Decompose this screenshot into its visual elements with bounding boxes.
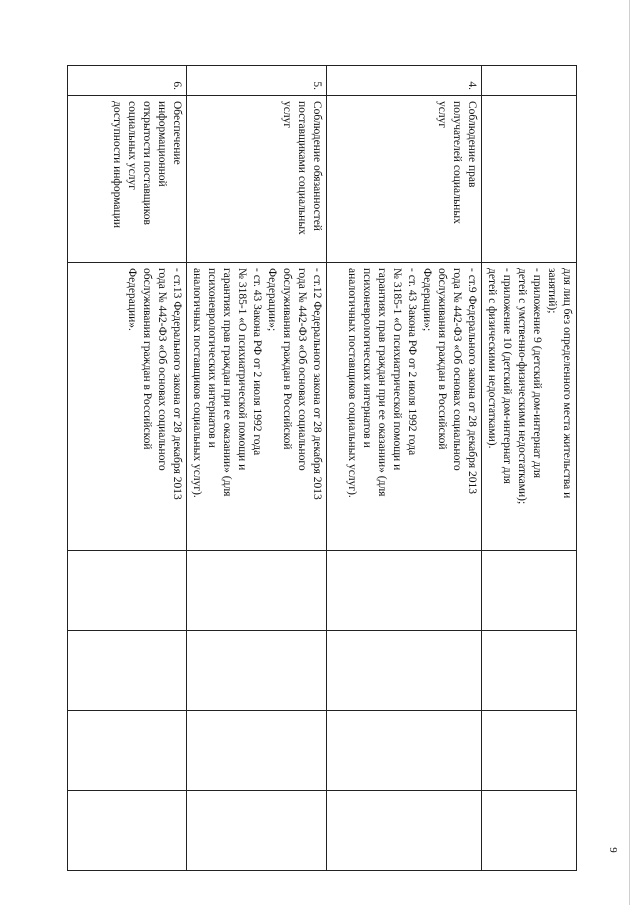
legal-basis: - ст.9 Федерального закона от 28 декабря 2013 года № 442-ФЗ «Об основах социального обслуживания граждан в Российской Федерации»; - ст. 43 Закона РФ от 2 июля 1992 года № 3185-1 «О психиатрической помощи и гарантиях прав граждан при ее оказании» (для психоневрологических интернатов и аналогичных поставщиков социальных услуг). bbox=[327, 263, 482, 551]
requirements-table bbox=[67, 65, 577, 871]
requirement-name: Соблюдение обязанностей поставщиками социальных услуг bbox=[187, 96, 327, 263]
empty-cell bbox=[327, 711, 482, 791]
empty-cell bbox=[482, 791, 577, 871]
legal-basis: - ст.13 Федерального закона от 28 декабря 2013 года № 442-ФЗ «Об основах социального обслуживания граждан в Российской Федерации». bbox=[68, 263, 187, 551]
empty-cell bbox=[187, 631, 327, 711]
row-number: 4. bbox=[327, 66, 482, 96]
rotated-table-container bbox=[77, 65, 577, 870]
requirement-name bbox=[482, 96, 577, 263]
empty-cell bbox=[482, 711, 577, 791]
empty-cell bbox=[327, 791, 482, 871]
table-row bbox=[68, 66, 187, 871]
requirement-name: Соблюдение прав получателей социальных услуг bbox=[327, 96, 482, 263]
empty-cell bbox=[482, 631, 577, 711]
empty-cell bbox=[68, 711, 187, 791]
row-number bbox=[482, 66, 577, 96]
empty-cell bbox=[187, 551, 327, 631]
empty-cell bbox=[68, 631, 187, 711]
table-row bbox=[187, 66, 327, 871]
empty-cell bbox=[187, 791, 327, 871]
legal-basis: - ст.12 Федерального закона от 28 декабря 2013 года № 442-ФЗ «Об основах социального обслуживания граждан в Российской Федерации»; - ст. 43 Закона РФ от 2 июля 1992 года № 3185-1 «О психиатрической помощи и гарантиях прав граждан при ее оказании» (для психоневрологических интернатов и аналогичных поставщиков социальных услуг). bbox=[187, 263, 327, 551]
empty-cell bbox=[482, 551, 577, 631]
legal-basis: для лиц без определенного места жительства и занятий); - приложение 9 (детский дом-интернат для детей с умственно-физическими недостатками); - приложение 10 (детский дом-интернат для детей с физическими недостатками). bbox=[482, 263, 577, 551]
row-number: 5. bbox=[187, 66, 327, 96]
empty-cell bbox=[327, 631, 482, 711]
requirement-name: Обеспечение информационной открытости поставщиков социальных услуг доступности информации bbox=[68, 96, 187, 263]
row-number: 6. bbox=[68, 66, 187, 96]
empty-cell bbox=[68, 551, 187, 631]
table-row bbox=[327, 66, 482, 871]
page-number: 9 bbox=[607, 847, 619, 853]
page-edge bbox=[629, 0, 630, 905]
table-row bbox=[482, 66, 577, 871]
empty-cell bbox=[327, 551, 482, 631]
empty-cell bbox=[68, 791, 187, 871]
empty-cell bbox=[187, 711, 327, 791]
